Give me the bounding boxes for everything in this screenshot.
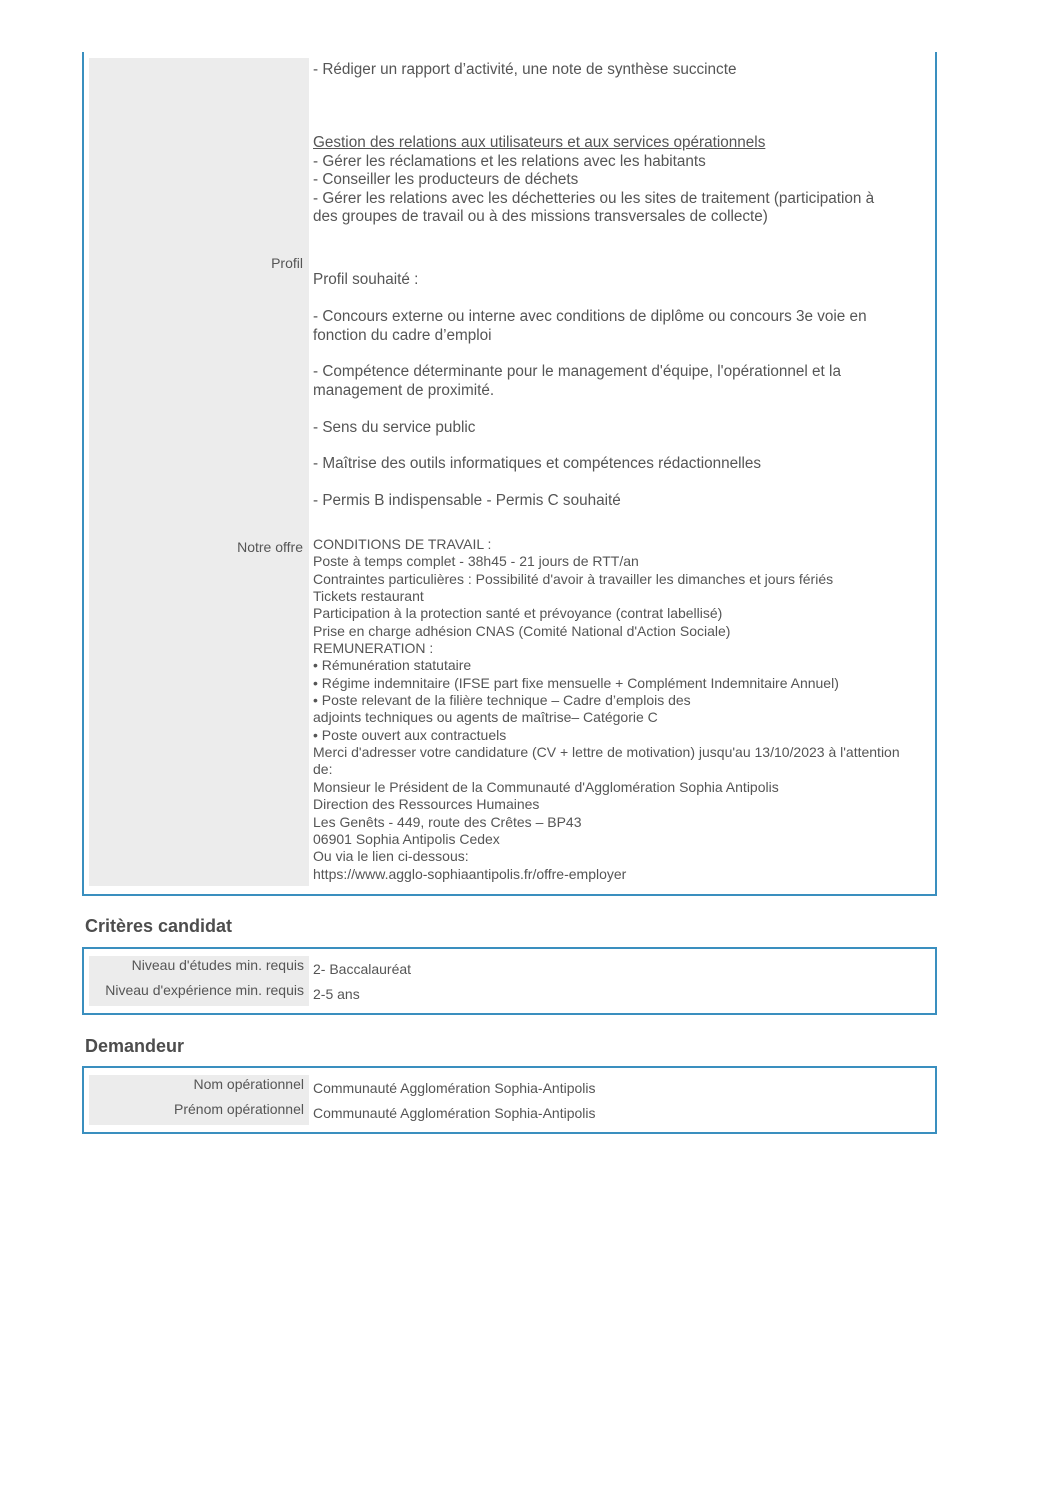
criteres-title: Critères candidat <box>85 916 233 936</box>
criteres-row-label: Niveau d'études min. requis <box>89 956 309 981</box>
offre-line: de: <box>313 761 333 778</box>
offre-block <box>313 536 933 883</box>
offre-line: Ou via le lien ci-dessous: <box>313 848 469 865</box>
criteres-row <box>89 981 932 1006</box>
offre-line: Contraintes particulières : Possibilité d'avoir à travailler les dimanches et jours fériés <box>313 570 834 587</box>
profil-item-line: management de proximité. <box>313 381 495 399</box>
profil-item <box>313 419 933 438</box>
criteres-row-label: Niveau d'expérience min. requis <box>89 981 309 1006</box>
relations-heading: Gestion des relations aux utilisateurs et aux services opérationnels <box>313 134 766 151</box>
profil-label: Profil <box>271 255 303 271</box>
offre-line: 06901 Sophia Antipolis Cedex <box>313 830 500 847</box>
demandeur-row-label: Prénom opérationnel <box>89 1100 309 1125</box>
criteres-row-value: 2- Baccalauréat <box>313 961 412 977</box>
criteres-row <box>89 956 932 981</box>
profil-item <box>313 455 933 474</box>
demandeur-box <box>82 1066 937 1134</box>
profil-item <box>313 308 933 345</box>
missions-block <box>313 61 933 80</box>
offre-line: adjoints techniques ou agents de maîtrise– Catégorie C <box>313 709 658 726</box>
profil-item-line: - Permis B indispensable - Permis C souhaité <box>313 492 621 509</box>
offre-line: Poste à temps complet - 38h45 - 21 jours de RTT/an <box>313 553 639 570</box>
relations-block <box>313 134 933 227</box>
demandeur-row <box>89 1100 932 1125</box>
offre-line: Direction des Ressources Humaines <box>313 796 540 813</box>
relations-line: - Conseiller les producteurs de déchets <box>313 171 579 189</box>
offre-line: Les Genêts - 449, route des Crêtes – BP43 <box>313 813 582 830</box>
missions-line: - Rédiger un rapport d’activité, une note de synthèse succincte <box>313 61 737 78</box>
relations-line: des groupes de travail ou à des missions transversales de collecte) <box>313 208 768 226</box>
profil-item-line: - Concours externe ou interne avec conditions de diplôme ou concours 3e voie en <box>313 308 867 325</box>
demandeur-row-value: Communauté Agglomération Sophia-Antipolis <box>313 1080 596 1096</box>
criteres-row-value: 2-5 ans <box>313 986 360 1002</box>
criteres-box <box>82 947 937 1015</box>
profil-item-line: - Compétence déterminante pour le management d'équipe, l'opérationnel et la <box>313 363 841 380</box>
offre-line: Participation à la protection santé et prévoyance (contrat labellisé) <box>313 605 723 622</box>
offre-line: • Rémunération statutaire <box>313 657 472 674</box>
offre-label: Notre offre <box>237 539 303 555</box>
label-column <box>89 58 309 886</box>
offre-line: • Régime indemnitaire (IFSE part fixe mensuelle + Complément Indemnitaire Annuel) <box>313 674 839 691</box>
profil-item <box>313 363 933 400</box>
demandeur-row <box>89 1075 932 1100</box>
offre-line: Monsieur le Président de la Communauté d'Agglomération Sophia Antipolis <box>313 778 779 795</box>
demandeur-row-value: Communauté Agglomération Sophia-Antipolis <box>313 1105 596 1121</box>
offre-line: Tickets restaurant <box>313 588 424 605</box>
job-description-box <box>82 52 937 896</box>
profil-item-line: - Maîtrise des outils informatiques et compétences rédactionnelles <box>313 455 762 472</box>
demandeur-title: Demandeur <box>85 1036 185 1056</box>
offre-line: Prise en charge adhésion CNAS (Comité National d'Action Sociale) <box>313 622 731 639</box>
offre-line: REMUNERATION : <box>313 640 434 657</box>
demandeur-row-label: Nom opérationnel <box>89 1075 309 1100</box>
offre-line: Merci d'adresser votre candidature (CV + lettre de motivation) jusqu'au 13/10/2023 à l'attention <box>313 744 900 761</box>
profil-item-line: fonction du cadre d’emploi <box>313 326 492 344</box>
relations-line: - Gérer les réclamations et les relations avec les habitants <box>313 152 706 170</box>
profil-item-line: - Sens du service public <box>313 419 476 436</box>
offre-line: • Poste ouvert aux contractuels <box>313 726 507 743</box>
profil-heading: Profil souhaité : <box>313 271 419 288</box>
offre-url: https://www.agglo-sophiaantipolis.fr/offre-employer <box>313 865 627 882</box>
profil-item <box>313 492 933 511</box>
relations-line: - Gérer les relations avec les déchetteries ou les sites de traitement (participation à <box>313 189 875 207</box>
offre-line: CONDITIONS DE TRAVAIL : <box>313 536 492 552</box>
profil-block <box>313 271 933 290</box>
offre-line: • Poste relevant de la filière technique – Cadre d’emplois des <box>313 692 691 709</box>
